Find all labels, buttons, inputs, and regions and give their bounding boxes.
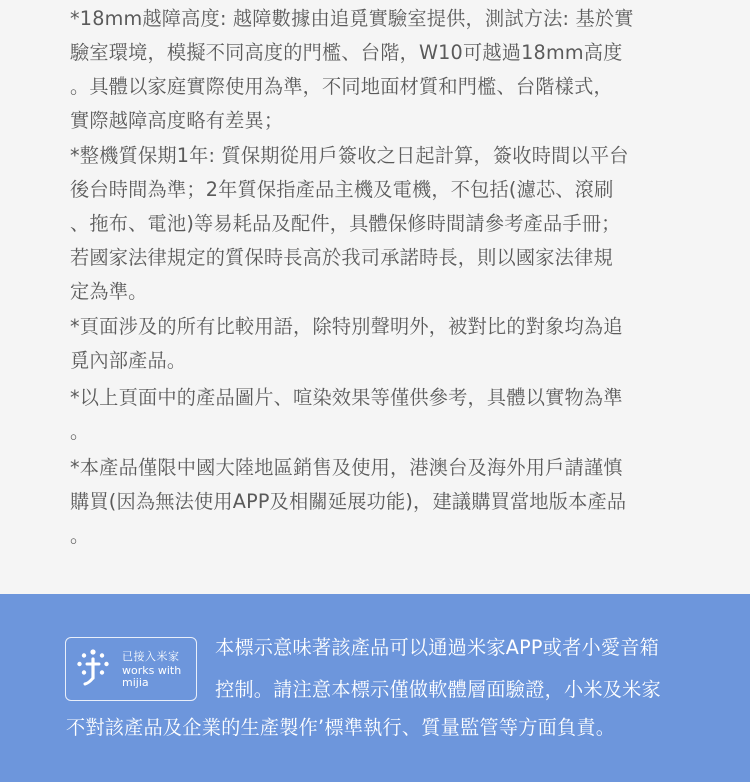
note-line: 驗室環境，模擬不同高度的門檻、台階，W10可越過18mm高度	[70, 41, 623, 64]
banner-text-line: 本標示意味著該產品可以通過米家APP或者小愛音箱	[215, 636, 660, 659]
badge-en-line1: works with	[122, 664, 182, 677]
note-line: 覓內部產品。	[70, 349, 187, 372]
note-line: *整機質保期1年: 質保期從用戶簽收之日起計算，簽收時間以平台	[70, 144, 629, 167]
mijia-banner	[0, 594, 750, 782]
note-line: *本產品僅限中國大陸地區銷售及使用，港澳台及海外用戶請謹慎	[70, 456, 623, 479]
note-line: 。	[70, 420, 90, 443]
banner-text-line: 不對該產品及企業的生產製作’標準執行、質量監管等方面負責。	[66, 716, 616, 739]
note-line: 實際越障高度略有差異；	[70, 109, 284, 132]
note-line: 、拖布、電池)等易耗品及配件，具體保修時間請參考產品手冊；	[70, 212, 621, 235]
banner-text-line: 控制。請注意本標示僅做軟體層面驗證，小米及米家	[215, 678, 661, 701]
badge-en-line2: mijia	[122, 676, 149, 689]
note-line: 購買(因為無法使用APP及相關延展功能)，建議購買當地版本產品	[70, 490, 627, 513]
note-line: *18mm越障高度: 越障數據由追覓實驗室提供，測試方法: 基於實	[70, 7, 634, 30]
note-line: *頁面涉及的所有比較用語，除特別聲明外，被對比的對象均為追	[70, 315, 623, 338]
note-line: 後台時間為準；2年質保指產品主機及電機，不包括(濾芯、滾刷	[70, 178, 614, 201]
mijia-logo-icon	[75, 648, 111, 688]
works-with-mijia-badge	[65, 637, 197, 701]
note-line: 若國家法律規定的質保時長高於我司承諾時長，則以國家法律規	[70, 246, 613, 269]
badge-cn-label: 已接入米家	[122, 650, 180, 663]
note-line: 。	[70, 524, 90, 547]
note-line: 定為準。	[70, 280, 148, 303]
note-line: *以上頁面中的產品圖片、喧染效果等僅供參考，具體以實物為準	[70, 386, 623, 409]
note-line: 。具體以家庭實際使用為準，不同地面材質和門檻、台階樣式，	[70, 75, 613, 98]
